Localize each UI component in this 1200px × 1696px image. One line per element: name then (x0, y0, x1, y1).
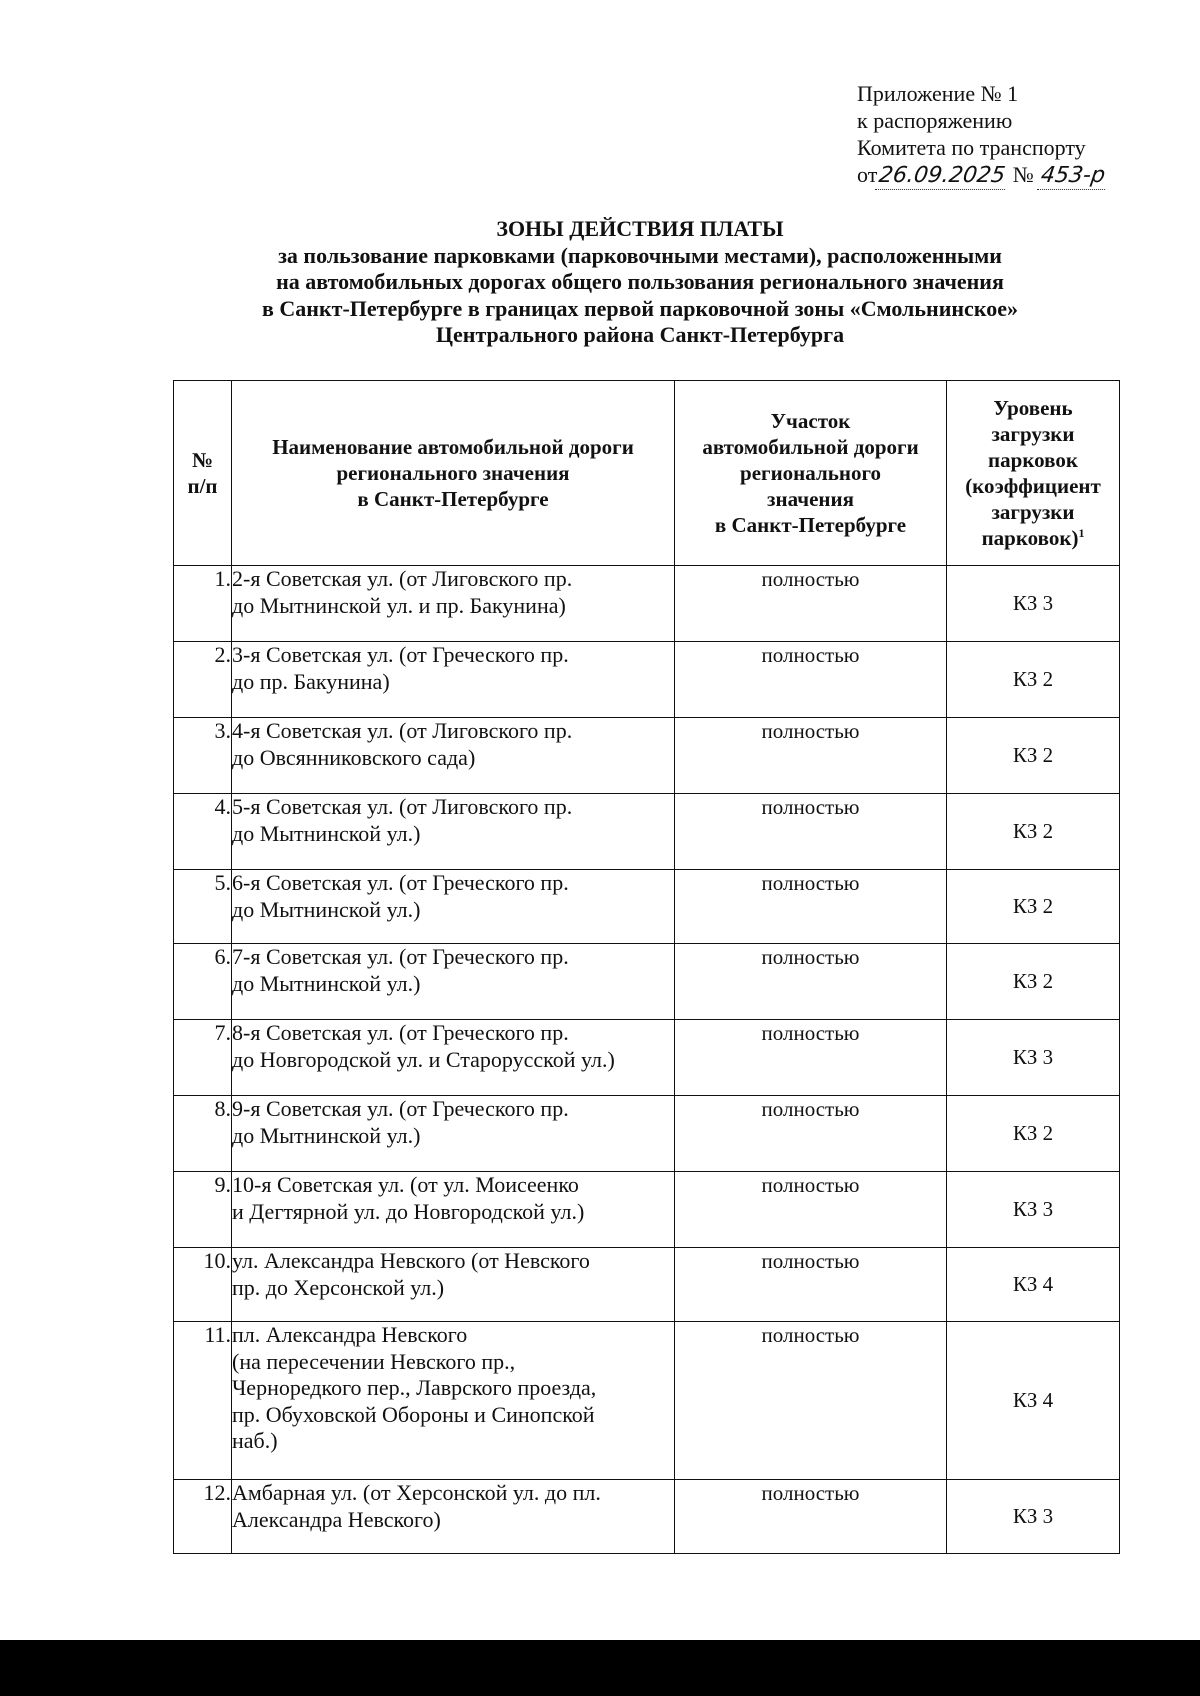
row-number: 10. (174, 1248, 232, 1322)
table-row (174, 1020, 1120, 1096)
header-load-level-line: Уровень (993, 396, 1073, 420)
row-number: 11. (174, 1322, 232, 1480)
load-level: КЗ 2 (947, 870, 1120, 944)
road-name (232, 1096, 675, 1172)
row-number: 7. (174, 1020, 232, 1096)
header-road-section-line: в Санкт-Петербурге (714, 513, 907, 537)
header-number-line: п/п (187, 474, 218, 498)
road-name-line: до пр. Бакунина) (232, 668, 390, 694)
header-road-name-line: регионального значения (336, 461, 570, 485)
load-level: КЗ 4 (947, 1248, 1120, 1322)
load-level: КЗ 4 (947, 1322, 1120, 1480)
road-name-line: до Мытнинской ул. и пр. Бакунина) (232, 592, 566, 618)
header-road-name-line: Наименование автомобильной дороги (272, 435, 634, 459)
table-row (174, 642, 1120, 718)
table-row (174, 870, 1120, 944)
header-load-level (947, 381, 1120, 566)
appendix-title: Приложение № 1 (857, 81, 1019, 106)
row-number: 3. (174, 718, 232, 794)
road-name-line: 5-я Советская ул. (от Лиговского пр. (232, 794, 573, 819)
appendix-line-3: Комитета по транспорту (857, 135, 1086, 160)
road-name-line: до Мытнинской ул.) (232, 970, 421, 996)
load-level: КЗ 3 (947, 1172, 1120, 1248)
appendix-date-line (857, 161, 1107, 190)
road-section: полностью (675, 1020, 947, 1096)
road-name (232, 1020, 675, 1096)
road-section: полностью (675, 642, 947, 718)
load-level: КЗ 2 (947, 1096, 1120, 1172)
header-road-name-line: в Санкт-Петербурге (357, 487, 549, 511)
header-load-level-line: парковок (988, 448, 1078, 472)
load-level: КЗ 3 (947, 1020, 1120, 1096)
header-load-level-line: (коэффициент (965, 474, 1101, 498)
row-number: 12. (174, 1480, 232, 1554)
road-name-line: 3-я Советская ул. (от Греческого пр. (232, 642, 569, 667)
header-number (174, 381, 232, 566)
header-road-name (232, 381, 675, 566)
date-prefix: от (857, 162, 878, 187)
road-name-line: пр. Обуховской Обороны и Синопской (232, 1401, 595, 1427)
header-road-section (675, 381, 947, 566)
table-row (174, 944, 1120, 1020)
road-name-line: Александра Невского) (232, 1506, 441, 1532)
road-name-line: Амбарная ул. (от Херсонской ул. до пл. (232, 1480, 601, 1505)
table-header-row (174, 381, 1120, 566)
header-road-section-line: Участок (770, 409, 851, 433)
road-name-line: пр. до Херсонской ул.) (232, 1274, 445, 1300)
road-name-line: (на пересечении Невского пр., (232, 1348, 516, 1374)
appendix-header (857, 80, 1107, 190)
row-number: 9. (174, 1172, 232, 1248)
title-line-1: ЗОНЫ ДЕЙСТВИЯ ПЛАТЫ (496, 216, 784, 241)
handwritten-number: 453-р (1037, 162, 1109, 190)
road-name (232, 718, 675, 794)
header-road-section-line: регионального (740, 461, 881, 485)
load-level: КЗ 3 (947, 566, 1120, 642)
appendix-line-2: к распоряжению (857, 108, 1013, 133)
header-load-level-line: загрузки (991, 422, 1075, 446)
table-row (174, 1480, 1120, 1554)
road-name (232, 944, 675, 1020)
road-name-line: 4-я Советская ул. (от Лиговского пр. (232, 718, 573, 743)
header-road-section-line: автомобильной дороги (702, 435, 919, 459)
road-section: полностью (675, 870, 947, 944)
footnote-marker: 1 (1078, 526, 1085, 540)
road-name-line: 8-я Советская ул. (от Греческого пр. (232, 1020, 569, 1045)
road-name (232, 642, 675, 718)
handwritten-date: 26.09.2025 (875, 162, 1009, 190)
road-name-line: ул. Александра Невского (от Невского (232, 1248, 590, 1273)
row-number: 5. (174, 870, 232, 944)
road-name-line: до Мытнинской ул.) (232, 896, 421, 922)
road-section: полностью (675, 794, 947, 870)
row-number: 1. (174, 566, 232, 642)
header-road-section-line: значения (767, 487, 854, 511)
road-name-line: до Мытнинской ул.) (232, 1122, 421, 1148)
road-name (232, 566, 675, 642)
road-section: полностью (675, 1096, 947, 1172)
title-line-4: в Санкт-Петербурге в границах первой парковочной зоны «Смольнинское» (262, 295, 1018, 321)
title-line-3: на автомобильных дорогах общего пользования регионального значения (276, 269, 1004, 294)
road-name-line: пл. Александра Невского (232, 1322, 468, 1347)
road-name-line: до Новгородской ул. и Старорусской ул.) (232, 1046, 615, 1072)
road-section: полностью (675, 1322, 947, 1480)
load-level: КЗ 2 (947, 944, 1120, 1020)
road-name (232, 1322, 675, 1480)
road-name-line: 6-я Советская ул. (от Греческого пр. (232, 870, 569, 895)
road-name-line: 10-я Советская ул. (от ул. Моисеенко (232, 1172, 579, 1197)
header-load-level-line: загрузки (991, 500, 1075, 524)
table-body (174, 566, 1120, 1554)
header-number-line: № (191, 448, 214, 472)
number-prefix: № (1012, 162, 1034, 187)
table-row (174, 1172, 1120, 1248)
table-row (174, 566, 1120, 642)
road-section: полностью (675, 1172, 947, 1248)
scan-bottom-border (0, 1640, 1200, 1696)
table-row (174, 1096, 1120, 1172)
road-name-line: 9-я Советская ул. (от Греческого пр. (232, 1096, 569, 1121)
road-section: полностью (675, 944, 947, 1020)
road-name (232, 1480, 675, 1554)
title-line-2: за пользование парковками (парковочными местами), расположенными (278, 242, 1002, 268)
document-title (150, 216, 1130, 349)
table-row (174, 1322, 1120, 1480)
table-row (174, 718, 1120, 794)
table-row (174, 1248, 1120, 1322)
road-name-line: наб.) (232, 1428, 278, 1453)
row-number: 6. (174, 944, 232, 1020)
road-name-line: Черноредкого пер., Лаврского проезда, (232, 1375, 597, 1400)
road-name (232, 1172, 675, 1248)
title-line-5: Центрального района Санкт-Петербурга (435, 322, 845, 347)
road-section: полностью (675, 1480, 947, 1554)
load-level: КЗ 3 (947, 1480, 1120, 1554)
table-row (174, 794, 1120, 870)
road-section: полностью (675, 718, 947, 794)
road-name-line: до Овсянниковского сада) (232, 744, 476, 770)
road-section: полностью (675, 566, 947, 642)
road-name-line: и Дегтярной ул. до Новгородской ул.) (232, 1198, 585, 1224)
road-section: полностью (675, 1248, 947, 1322)
road-name (232, 870, 675, 944)
road-name (232, 1248, 675, 1322)
header-load-level-line (949, 525, 1117, 551)
load-level: КЗ 2 (947, 718, 1120, 794)
load-level: КЗ 2 (947, 642, 1120, 718)
road-name (232, 794, 675, 870)
road-name-line: 7-я Советская ул. (от Греческого пр. (232, 944, 569, 969)
parking-zones-table (173, 380, 1120, 1554)
load-level: КЗ 2 (947, 794, 1120, 870)
row-number: 2. (174, 642, 232, 718)
row-number: 8. (174, 1096, 232, 1172)
road-name-line: до Мытнинской ул.) (232, 820, 421, 846)
header-load-level-text: парковок) (981, 526, 1079, 550)
row-number: 4. (174, 794, 232, 870)
road-name-line: 2-я Советская ул. (от Лиговского пр. (232, 566, 573, 591)
